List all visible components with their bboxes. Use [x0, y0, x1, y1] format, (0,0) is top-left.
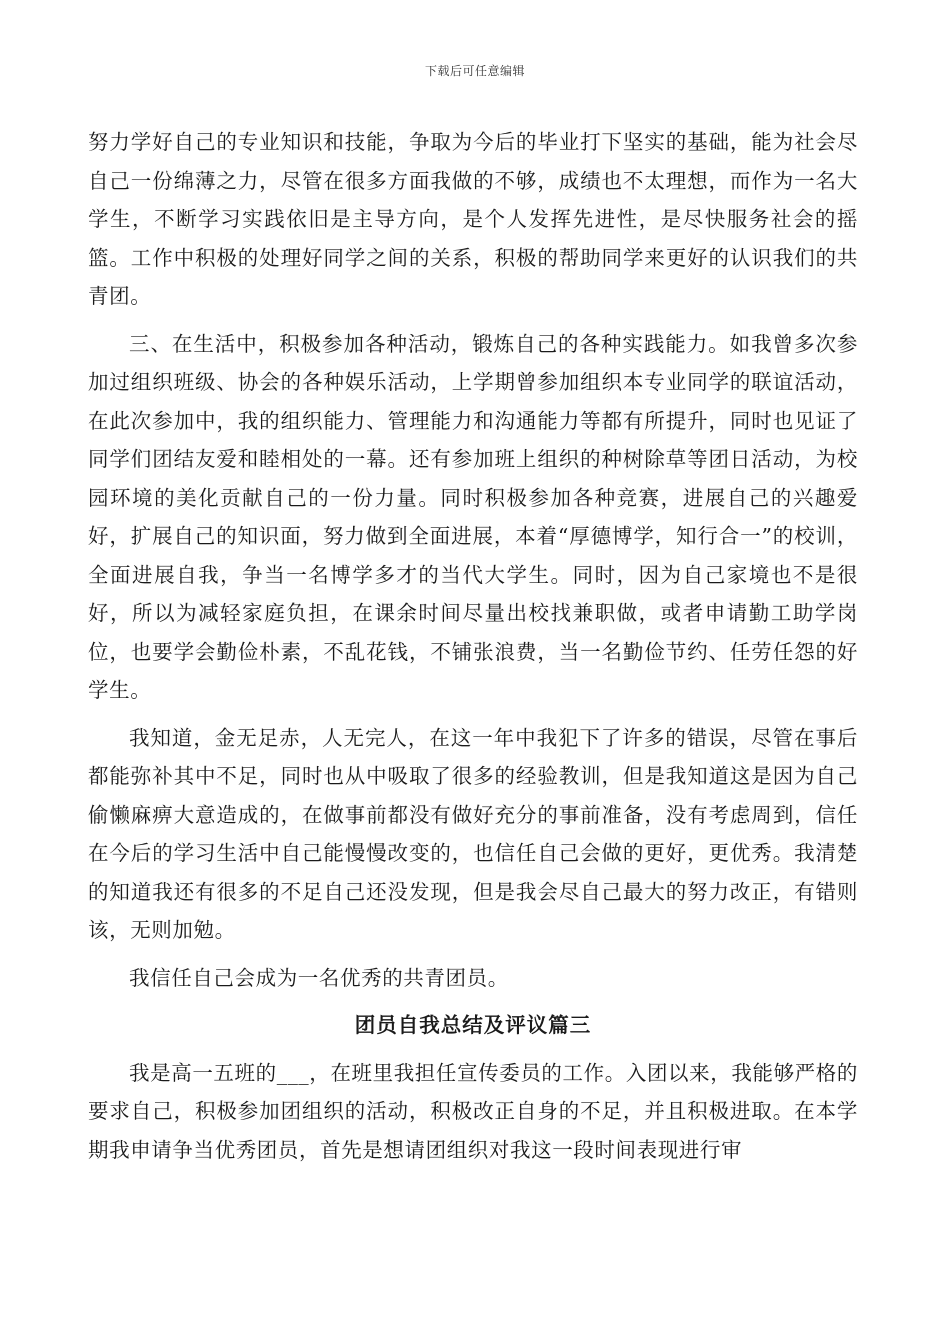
paragraph-life-activities: 三、在生活中，积极参加各种活动，锻炼自己的各种实践能力。如我曾多次参加过组织班级、协会的各种娱乐活动，上学期曾参加组织本专业同学的联谊活动，在此次参加中，我的组织能力、管理能力和沟通能力等都有所提升，同时也见证了同学们团结友爱和睦相处的一幕。还有参加班上组织的种树除草等团日活动，为校园环境的美化贡献自己的一份力量。同时积极参加各种竞赛，进展自己的兴趣爱好，扩展自己的知识面，努力做到全面进展，本着“厚德博学，知行合一”的校训，全面进展自我，争当一名博学多才的当代大学生。同时，因为自己家境也不是很好，所以为减轻家庭负担，在课余时间尽量出校找兼职做，或者申请勤工助学岗位，也要学会勤俭朴素，不乱花钱，不铺张浪费，当一名勤俭节约、任劳任怨的好学生。	[88, 331, 858, 702]
paragraph-continuation: 努力学好自己的专业知识和技能，争取为今后的毕业打下坚实的基础，能为社会尽自己一份绵薄之力，尽管在很多方面我做的不够，成绩也不太理想，而作为一名大学生，不断学习实践依旧是主导方向，是个人发挥先进性，是尽快服务社会的摇篮。工作中积极的处理好同学之间的关系，积极的帮助同学来更好的认识我们的共青团。	[88, 130, 858, 308]
paragraph-gap	[88, 1045, 858, 1054]
paragraph-section-three-intro: 我是高一五班的___，在班里我担任宣传委员的工作。入团以来，我能够严格的要求自己，积极参加团组织的活动，积极改正自身的不足，并且积极进取。在本学期我申请争当优秀团员，首先是想请团组织对我这一段时间表现进行审	[88, 1060, 858, 1162]
paragraph-gap	[88, 950, 858, 959]
paragraph-gap	[88, 997, 858, 1006]
page-header-note: 下载后可任意编辑	[424, 64, 525, 78]
paragraph-self-reflection: 我知道，金无足赤，人无完人，在这一年中我犯下了许多的错误，尽管在事后都能弥补其中不足，同时也从中吸取了很多的经验教训，但是我知道这是因为自己偷懒麻痹大意造成的，在做事前都没有做好充分的事前准备，没有考虑周到，信任在今后的学习生活中自己能慢慢改变的，也信任自己会做的更好，更优秀。我清楚的知道我还有很多的不足自己还没发现，但是我会尽自己最大的努力改正，有错则该，无则加勉。	[88, 725, 858, 942]
paragraph-gap	[88, 316, 858, 325]
paragraph-conclusion: 我信任自己会成为一名优秀的共青团员。	[129, 965, 509, 990]
document-body	[88, 123, 858, 1169]
paragraph-gap	[88, 710, 858, 719]
section-title: 团员自我总结及评议篇三	[354, 1013, 592, 1037]
